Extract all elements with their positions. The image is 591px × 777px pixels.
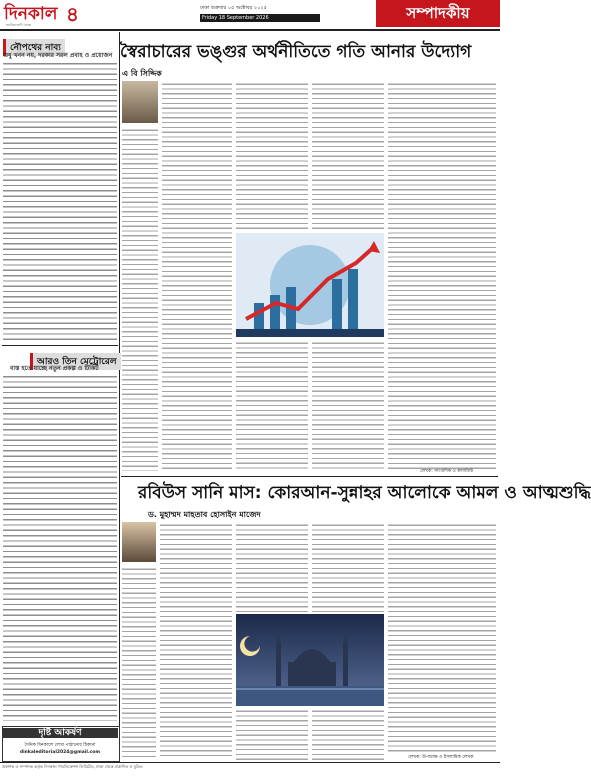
date-bangla: ঢাকা শুক্রবার ০৫ অক্টোবর ২০২৫	[200, 5, 267, 11]
article2-col3-top-text	[236, 522, 308, 612]
article2-col3-bottom-text	[236, 708, 308, 760]
article-separator	[121, 476, 498, 477]
article1-col2-text	[162, 81, 232, 471]
mosque-night-illustration	[236, 614, 384, 706]
page-header	[0, 0, 500, 30]
article2-byline: ড. মুহাম্মদ মাহতাব হোসাইন মাজেদ	[148, 510, 261, 519]
box1-body-text	[3, 60, 117, 342]
notice-text: দৈনিক দিনকালে লেখা পাঠানোর ঠিকানা	[24, 743, 96, 748]
imprint-line: প্রকাশক ও সম্পাদক কর্তৃক দিনকাল পাবলিকেশন্স লিমিটেড, ঢাকা থেকে প্রকাশিত ও মুদ্রিত	[2, 764, 143, 769]
article1-col3-bottom-text	[236, 340, 308, 471]
author1-photo	[122, 81, 158, 123]
dateline	[200, 4, 320, 26]
article2-col2-text	[160, 522, 232, 760]
header-rule	[0, 29, 500, 31]
article2-headline: রবিউস সানি মাস: কোরআন-সুন্নাহর আলোকে আমল ও আত্মশুদ্ধি	[138, 483, 591, 503]
footer-rule	[0, 762, 500, 763]
article2-col5-text	[388, 522, 496, 754]
article1-byline: এ বি সিদ্দিক	[122, 69, 162, 78]
box1-subtitle: শুধু খনন নয়, দরকার সরল প্রবাহ ও প্রয়োজন	[3, 52, 113, 59]
economy-graph-illustration	[236, 233, 384, 337]
notice-email: dinkaleditorial2024@gmail.com	[19, 750, 101, 755]
page-number: ৪	[66, 2, 79, 26]
article1-col3-top-text	[236, 81, 308, 231]
article1-col1-text	[122, 127, 158, 471]
article2-col4-bottom-text	[312, 708, 384, 760]
article1-headline: স্বৈরাচারের ভঙ্গুর অর্থনীতিতে গতি আনার উদ্যোগ	[120, 42, 472, 62]
article1-author-caption: লেখক: সাংবাদিক ও কলামিস্ট	[420, 469, 473, 474]
article1-illustration	[236, 233, 384, 337]
masthead-tagline: জাতীয়তাবাদী দৈনিক	[6, 23, 32, 27]
box2-body-text	[3, 373, 117, 721]
author2-photo	[122, 522, 156, 562]
box-separator	[2, 345, 118, 346]
article2-illustration	[236, 614, 384, 706]
article2-col4-top-text	[312, 522, 384, 612]
article1-col5-text	[388, 81, 496, 471]
box2-subtitle: বাস্ত হতে যাচ্ছে নতুন প্রকল্প ও টিকিট	[10, 365, 99, 372]
article1-col4-top-text	[312, 81, 384, 231]
box2-heading: আরও তিন মেট্রোরেল	[30, 353, 121, 370]
section-title: সম্পাদকীয়	[376, 0, 500, 27]
masthead-logo: দিনকাল	[4, 4, 58, 24]
article2-author-caption: লেখক: উপাধ্যক্ষ ও ইসলামিক লেখক	[408, 755, 474, 760]
notice-title: দৃষ্টি আকর্ষণ	[2, 728, 118, 738]
article2-col1-text	[122, 566, 156, 760]
box1-heading: নৌপথের নাব্য	[3, 39, 65, 56]
article1-col4-bottom-text	[312, 340, 384, 471]
column-divider	[119, 32, 120, 762]
date-english: Friday 18 September 2026	[200, 14, 320, 22]
